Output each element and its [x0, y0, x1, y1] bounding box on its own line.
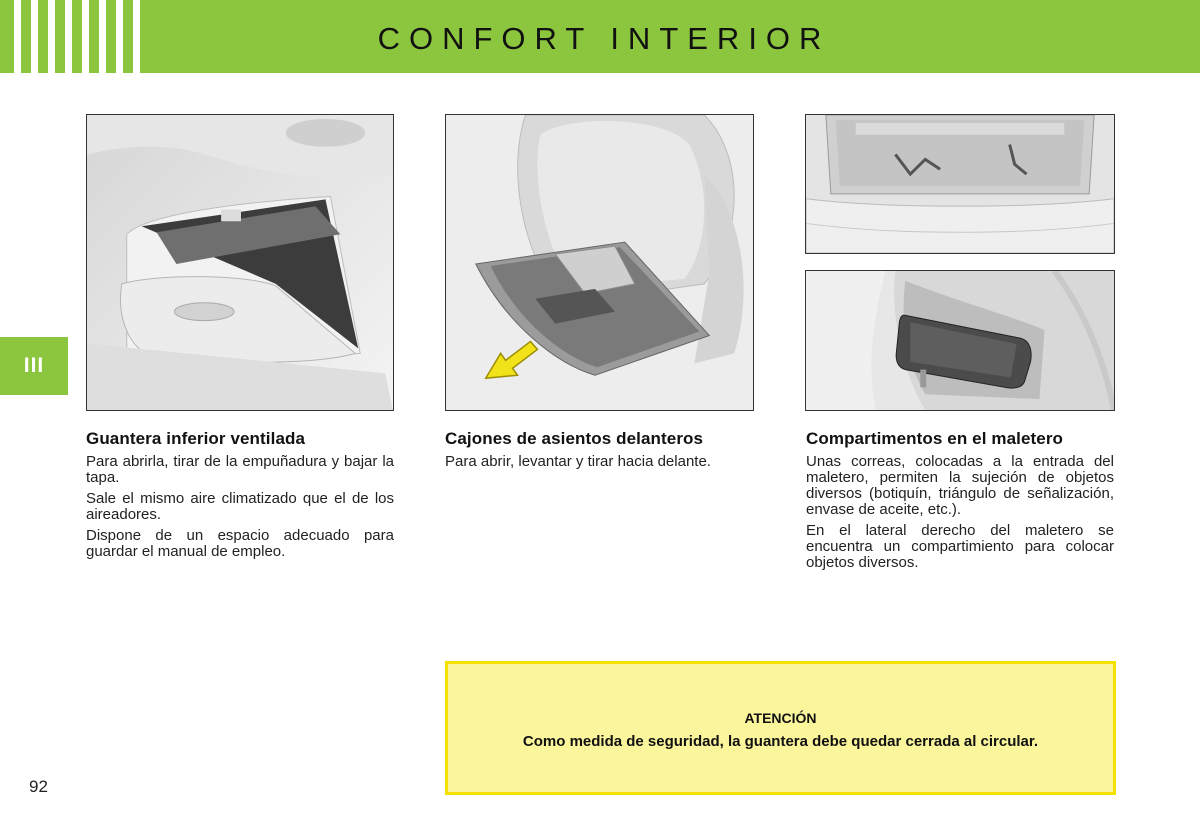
section-paragraph: En el lateral derecho del maletero se encuentra un compartimiento para colocar objetos diversos. [806, 522, 1114, 571]
section-paragraph: Sale el mismo aire climatizado que el de los aireadores. [86, 490, 394, 523]
section-title: Guantera inferior ventilada [86, 429, 306, 448]
attention-box [445, 661, 1116, 795]
page-title: CONFORT INTERIOR [377, 21, 831, 56]
glovebox-photo [86, 114, 394, 411]
attention-title: ATENCIÓN [744, 710, 817, 726]
section-paragraph: Para abrir, levantar y tirar hacia delante. [445, 453, 711, 470]
header-band [0, 0, 1200, 73]
page-number: 92 [29, 777, 48, 796]
section-trunk-compartments [806, 429, 1114, 576]
seat-drawer-photo [445, 114, 754, 411]
section-glovebox [86, 429, 394, 565]
attention-text: Como medida de seguridad, la guantera debe quedar cerrada al circular. [522, 733, 1039, 750]
section-paragraph: Dispone de un espacio adecuado para guardar el manual de empleo. [86, 527, 394, 560]
side-compartment-photo [805, 270, 1115, 411]
section-paragraph: Unas correas, colocadas a la entrada del maletero, permiten la sujeción de objetos diversos (botiquín, triángulo de señalización, envase de aceite, etc.). [806, 453, 1114, 518]
section-paragraph: Para abrirla, tirar de la empuñadura y bajar la tapa. [86, 453, 394, 486]
trunk-straps-photo [805, 114, 1115, 254]
section-title: Cajones de asientos delanteros [445, 429, 704, 448]
section-title: Compartimentos en el maletero [806, 429, 1064, 448]
chapter-tab: III [0, 337, 68, 395]
section-seat-drawers [445, 429, 757, 475]
